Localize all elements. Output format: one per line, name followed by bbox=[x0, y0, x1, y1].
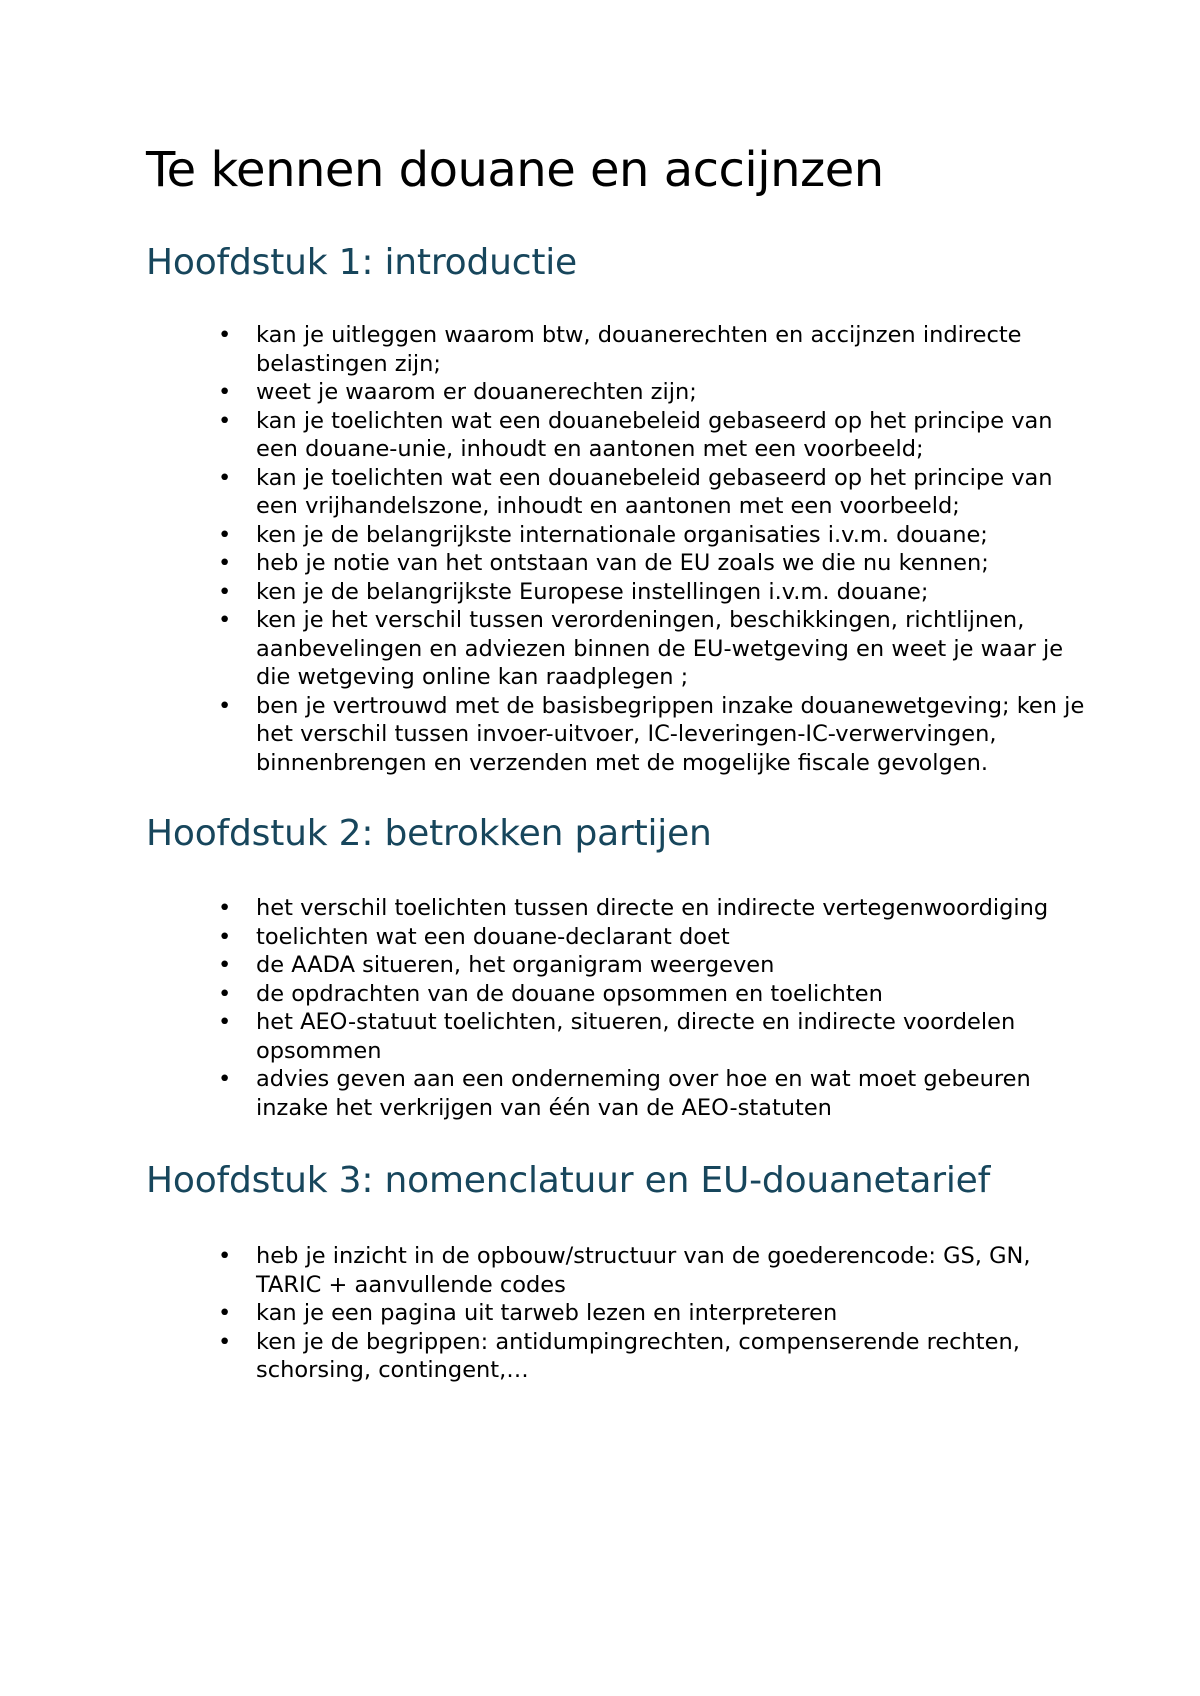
chapter-1-list bbox=[146, 321, 1096, 777]
list-item-text: de opdrachten van de douane opsommen en toelichten bbox=[256, 980, 883, 1007]
list-item bbox=[146, 578, 1096, 607]
bullet-icon: • bbox=[218, 550, 232, 576]
list-item bbox=[146, 951, 1096, 980]
list-item bbox=[146, 606, 1096, 692]
bullet-icon: • bbox=[218, 1300, 232, 1326]
document-title: Te kennen douane en accijnzen bbox=[146, 142, 884, 198]
bullet-icon: • bbox=[218, 895, 232, 921]
bullet-icon: • bbox=[218, 1243, 232, 1269]
list-item bbox=[146, 1242, 1096, 1299]
bullet-icon: • bbox=[218, 1009, 232, 1035]
list-item bbox=[146, 894, 1096, 923]
list-item bbox=[146, 521, 1096, 550]
bullet-icon: • bbox=[218, 464, 232, 491]
list-item-text: weet je waarom er douanerechten zijn; bbox=[256, 379, 697, 405]
list-item bbox=[146, 378, 1096, 407]
list-item bbox=[146, 980, 1096, 1009]
list-item bbox=[146, 464, 1096, 521]
list-item bbox=[146, 692, 1096, 778]
bullet-icon: • bbox=[218, 407, 232, 434]
chapter-2-list bbox=[146, 894, 1096, 1122]
list-item bbox=[146, 1065, 1096, 1122]
list-item-text: kan je uitleggen waarom btw, douanerechten en accijnzen indirecte belastingen zijn; bbox=[256, 322, 1022, 377]
list-item-text: ken je de belangrijkste Europese instellingen i.v.m. douane; bbox=[256, 578, 929, 605]
list-item-text: ken je de belangrijkste internationale organisaties i.v.m. douane; bbox=[256, 521, 988, 548]
chapter-2-heading: Hoofdstuk 2: betrokken partijen bbox=[146, 813, 712, 854]
list-item-text: advies geven aan een onderneming over hoe en wat moet gebeuren inzake het verkrijgen van één van de AEO-statuten bbox=[256, 1066, 1031, 1121]
list-item bbox=[146, 321, 1096, 378]
list-item bbox=[146, 407, 1096, 464]
document-page bbox=[146, 140, 1096, 1385]
bullet-icon: • bbox=[218, 379, 232, 405]
bullet-icon: • bbox=[218, 521, 232, 548]
bullet-icon: • bbox=[218, 692, 232, 719]
list-item-text: de AADA situeren, het organigram weergeven bbox=[256, 952, 775, 978]
list-item-text: kan je een pagina uit tarweb lezen en interpreteren bbox=[256, 1300, 838, 1326]
list-item-text: het AEO-statuut toelichten, situeren, directe en indirecte voordelen opsommen bbox=[256, 1009, 1016, 1064]
list-item-text: kan je toelichten wat een douanebeleid gebaseerd op het principe van een douane-unie, inhoudt en aantonen met een voorbeeld; bbox=[256, 407, 1053, 462]
list-item bbox=[146, 1328, 1096, 1385]
bullet-icon: • bbox=[218, 1066, 232, 1092]
list-item bbox=[146, 1008, 1096, 1065]
bullet-icon: • bbox=[218, 322, 232, 348]
list-item-text: heb je notie van het ontstaan van de EU zoals we die nu kennen; bbox=[256, 550, 989, 576]
list-item-text: ben je vertrouwd met de basisbegrippen inzake douanewetgeving; ken je het verschil tussen invoer-uitvoer, IC-leveringen-IC-verwervingen, binnenbrengen en verzenden met de mogelijke fiscale gevolgen. bbox=[256, 692, 1085, 776]
list-item-text: ken je de begrippen: antidumpingrechten, compenserende rechten, schorsing, contingent,… bbox=[256, 1328, 1020, 1383]
chapter-1-heading: Hoofdstuk 1: introductie bbox=[146, 242, 577, 283]
bullet-icon: • bbox=[218, 980, 232, 1007]
bullet-icon: • bbox=[218, 1328, 232, 1355]
list-item-text: ken je het verschil tussen verordeningen, beschikkingen, richtlijnen, aanbevelingen en adviezen binnen de EU-wetgeving en weet je waar je die wetgeving online kan raadplegen ; bbox=[256, 607, 1064, 690]
bullet-icon: • bbox=[218, 952, 232, 978]
list-item bbox=[146, 923, 1096, 952]
bullet-icon: • bbox=[218, 923, 232, 950]
chapter-3-section bbox=[146, 1156, 1096, 1385]
list-item-text: het verschil toelichten tussen directe en indirecte vertegenwoordiging bbox=[256, 895, 1049, 921]
chapter-3-list bbox=[146, 1242, 1096, 1385]
chapter-1-section bbox=[146, 238, 1096, 777]
list-item-text: kan je toelichten wat een douanebeleid gebaseerd op het principe van een vrijhandelszone, inhoudt en aantonen met een voorbeeld; bbox=[256, 464, 1053, 519]
bullet-icon: • bbox=[218, 607, 232, 633]
chapter-2-section bbox=[146, 809, 1096, 1122]
list-item bbox=[146, 549, 1096, 578]
bullet-icon: • bbox=[218, 578, 232, 605]
list-item-text: heb je inzicht in de opbouw/structuur van de goederencode: GS, GN, TARIC + aanvullende codes bbox=[256, 1243, 1031, 1298]
list-item bbox=[146, 1299, 1096, 1328]
list-item-text: toelichten wat een douane-declarant doet bbox=[256, 923, 730, 950]
chapter-3-heading: Hoofdstuk 3: nomenclatuur en EU-douanetarief bbox=[146, 1160, 991, 1201]
